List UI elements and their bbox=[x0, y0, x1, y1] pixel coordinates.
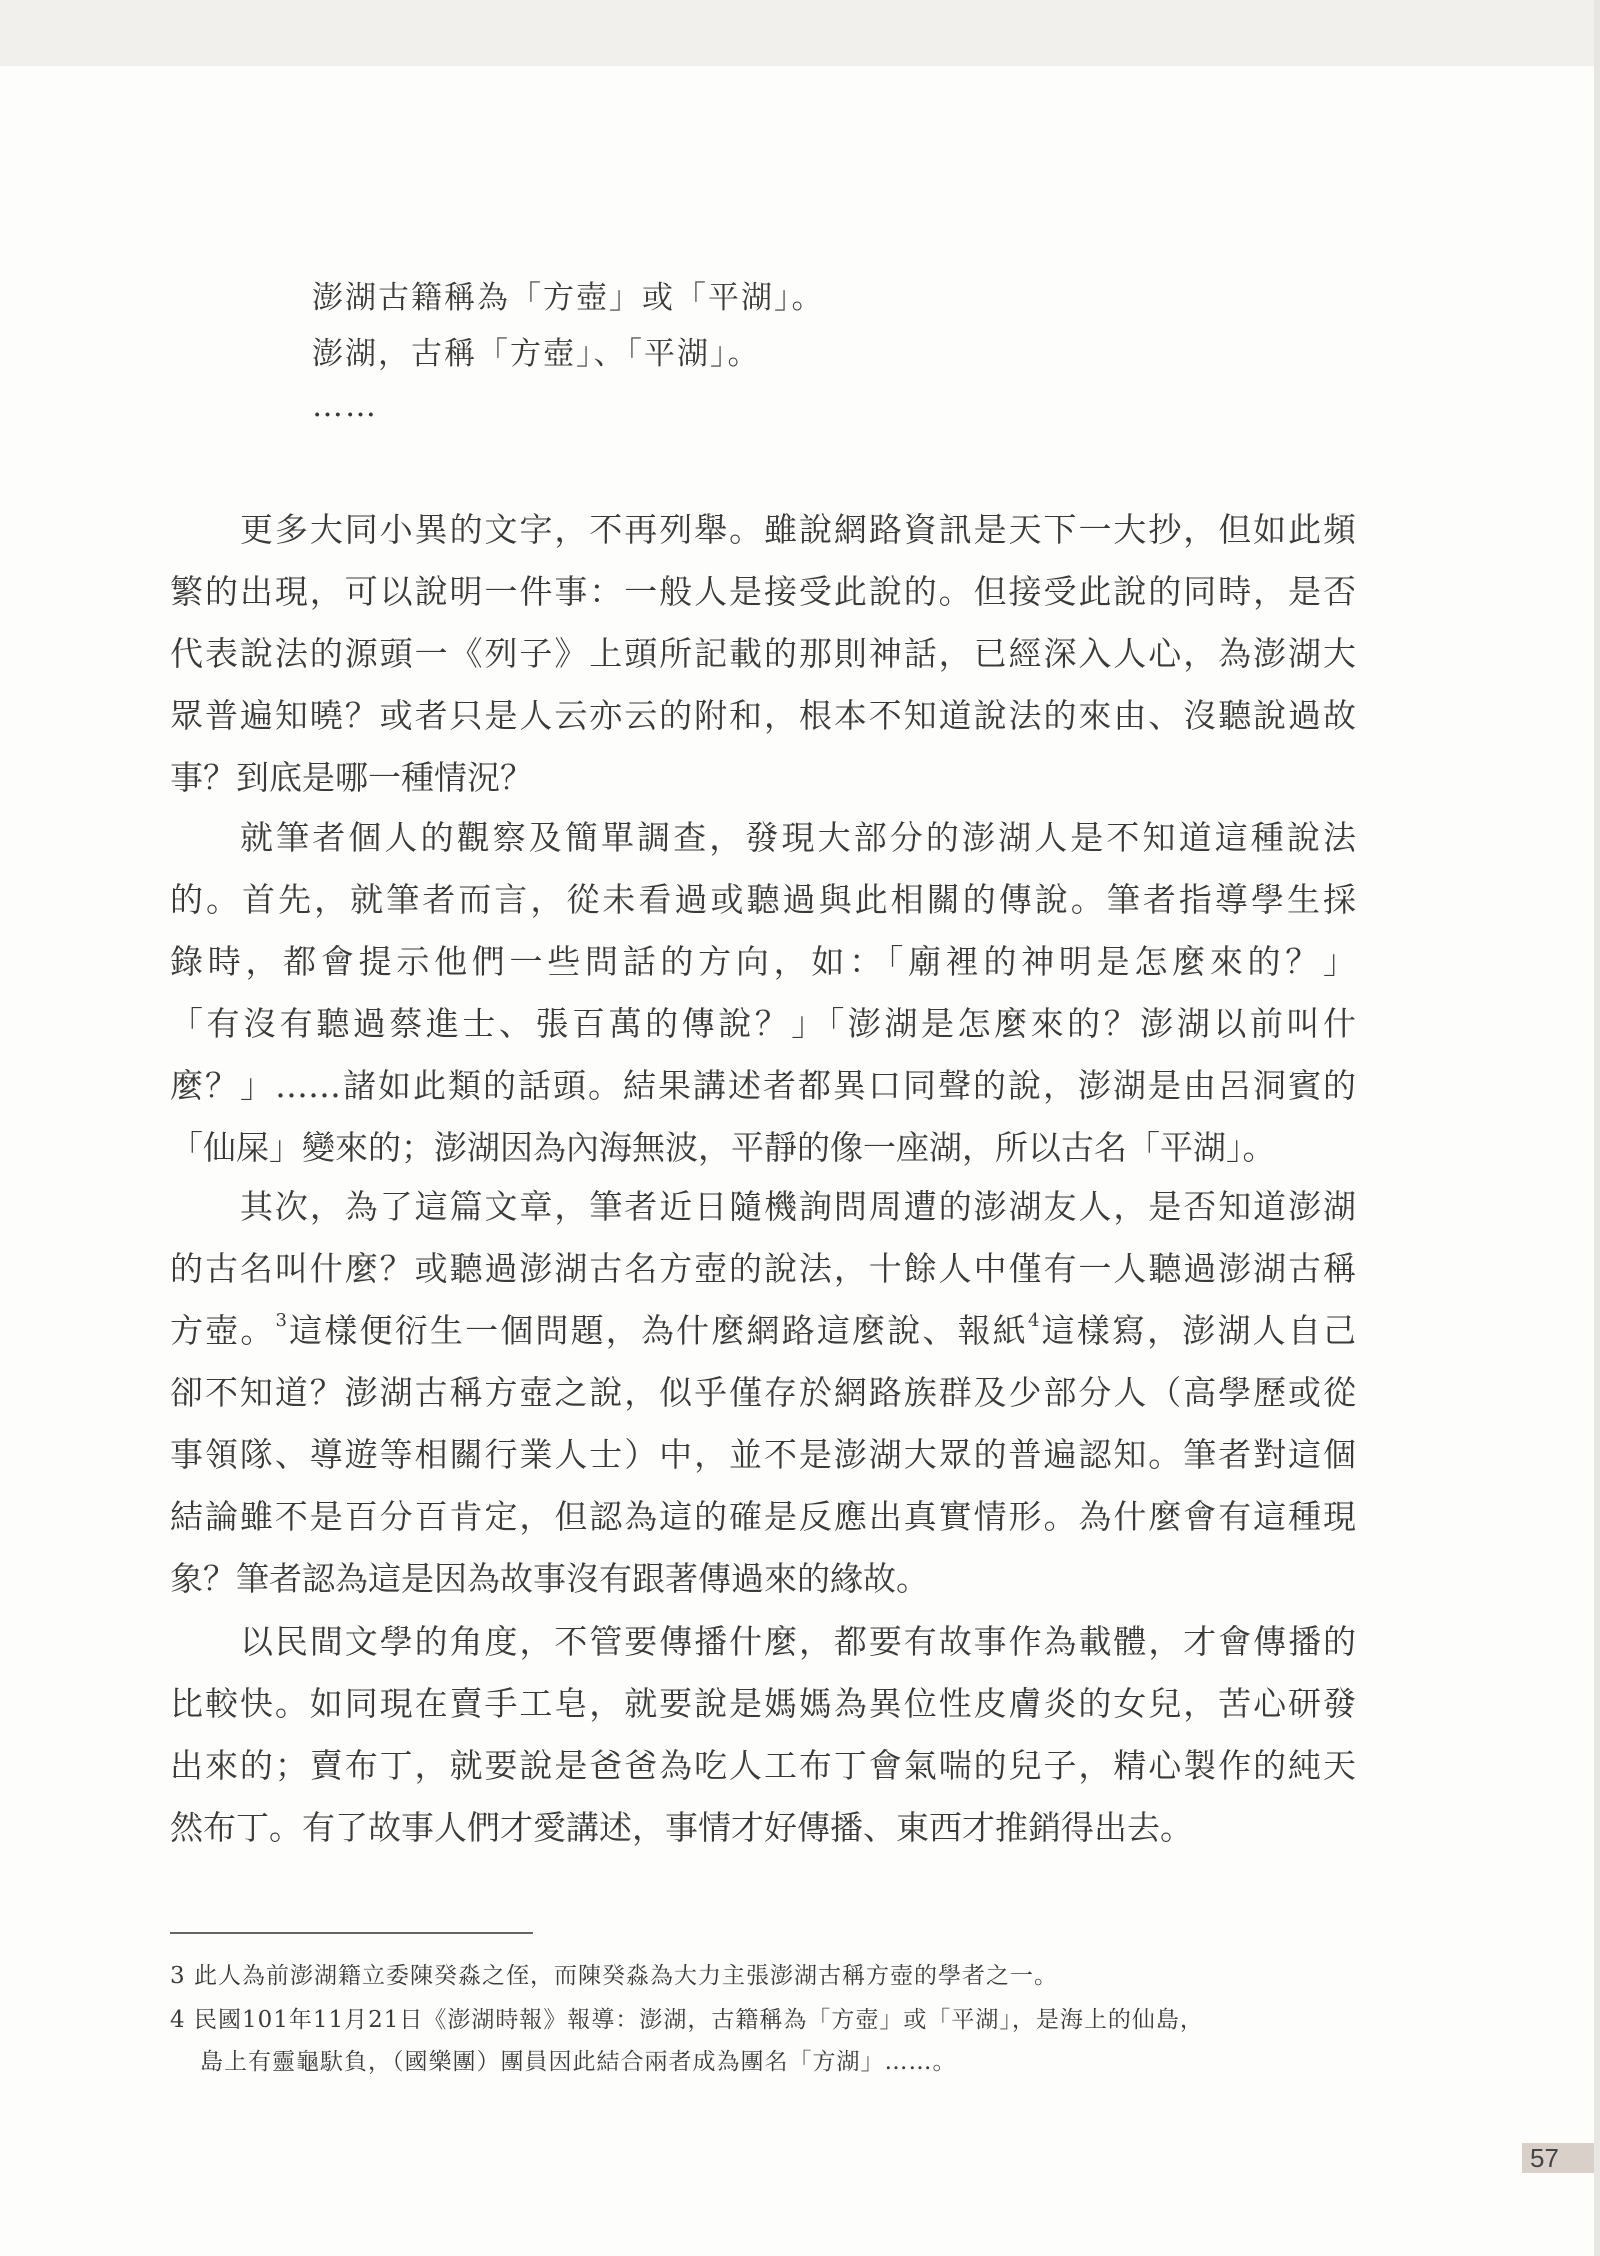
footnote-4-continued: 島上有靈龜馱負，（國樂團）團員因此結合兩者成為團名「方湖」……。 bbox=[200, 2049, 957, 2075]
text-segment: 其次，為了這篇文章，筆者近日隨機詢問周遭的澎湖友人，是否知道澎湖 bbox=[240, 1187, 1356, 1226]
paragraph-line bbox=[170, 1620, 1356, 1664]
text-segment: 出來的；賣布丁，就要說是爸爸為吃人工布丁會氣喘的兒子，精心製作的純天 bbox=[170, 1746, 1356, 1785]
text-segment: 麼？」……諸如此類的話頭。結果講述者都異口同聲的說，澎湖是由呂洞賓的 bbox=[170, 1066, 1356, 1105]
paragraph-line bbox=[170, 1433, 1356, 1477]
paragraph-line bbox=[170, 1557, 1356, 1601]
text-segment: 的古名叫什麼？或聽過澎湖古名方壺的說法，十餘人中僅有一人聽過澎湖古稱 bbox=[170, 1249, 1356, 1288]
text-segment: 卻不知道？澎湖古稱方壺之說，似乎僅存於網路族群及少部分人（高學歷或從 bbox=[170, 1373, 1356, 1412]
footnote-divider bbox=[170, 1932, 533, 1934]
footnote-4: 4 民國101年11月21日《澎湖時報》報導：澎湖，古籍稱為「方壺」或「平湖」，是海上的仙島， bbox=[170, 2007, 1204, 2033]
paragraph-line bbox=[170, 1247, 1356, 1291]
text-segment: 的。首先，就筆者而言，從未看過或聽過與此相關的傳說。筆者指導學生採 bbox=[170, 880, 1356, 919]
scan-right-edge bbox=[1594, 0, 1600, 2256]
text-segment: 比較快。如同現在賣手工皂，就要說是媽媽為異位性皮膚炎的女兒，苦心研發 bbox=[170, 1684, 1356, 1723]
text-segment: 事？到底是哪一種情況？ bbox=[170, 758, 533, 797]
paragraph-line bbox=[170, 1126, 1356, 1170]
text-segment: 象？筆者認為這是因為故事沒有跟著傳過來的緣故。 bbox=[170, 1559, 929, 1598]
paragraph-line bbox=[170, 632, 1356, 676]
text-segment: 繁的出現，可以說明一件事：一般人是接受此說的。但接受此說的同時，是否 bbox=[170, 572, 1356, 611]
text-segment: 錄時，都會提示他們一些問話的方向，如：「廟裡的神明是怎麼來的？」 bbox=[170, 942, 1356, 981]
text-segment: 代表說法的源頭一《列子》上頭所記載的那則神話，已經深入人心，為澎湖大 bbox=[170, 634, 1356, 673]
quote-line: 澎湖古籍稱為「方壺」或「平湖」。 bbox=[312, 280, 825, 316]
text-segment: 這樣便衍生一個問題，為什麼網路這麼說、報紙 bbox=[287, 1311, 1028, 1350]
footnote-ref: 3 bbox=[275, 1310, 287, 1331]
footnote-3: 3 此人為前澎湖籍立委陳癸淼之侄，而陳癸淼為大力主張澎湖古稱方壺的學者之一。 bbox=[170, 1963, 1058, 1989]
quote-line: 澎湖，古稱「方壺」、「平湖」。 bbox=[312, 336, 761, 372]
paragraph-line bbox=[170, 1185, 1356, 1229]
paragraph-line bbox=[170, 1806, 1356, 1850]
footnote-ref: 4 bbox=[1027, 1310, 1040, 1331]
text-segment: 眾普遍知曉？或者只是人云亦云的附和，根本不知道說法的來由、沒聽說過故 bbox=[170, 696, 1356, 735]
quote-ellipsis: …… bbox=[312, 388, 378, 424]
paragraph-line bbox=[170, 940, 1356, 984]
text-segment: 更多大同小異的文字，不再列舉。雖說網路資訊是天下一大抄，但如此頻 bbox=[240, 510, 1356, 549]
text-segment: 「仙屎」變來的；澎湖因為內海無波，平靜的像一座湖，所以古名「平湖」。 bbox=[170, 1128, 1276, 1167]
paragraph-line bbox=[170, 1744, 1356, 1788]
text-segment: 事領隊、導遊等相關行業人士）中，並不是澎湖大眾的普遍認知。筆者對這個 bbox=[170, 1435, 1356, 1474]
paragraph-line bbox=[170, 1682, 1356, 1726]
text-segment: 「有沒有聽過蔡進士、張百萬的傳說？」「澎湖是怎麼來的？澎湖以前叫什 bbox=[170, 1004, 1356, 1043]
text-segment: 這樣寫，澎湖人自己 bbox=[1039, 1311, 1357, 1350]
paragraph-line bbox=[170, 508, 1356, 552]
text-segment: 方壺。 bbox=[170, 1311, 276, 1350]
paragraph-line bbox=[170, 878, 1356, 922]
paragraph-line bbox=[170, 756, 1356, 800]
paragraph-line bbox=[170, 1309, 1356, 1353]
paragraph-line bbox=[170, 1064, 1356, 1108]
paragraph-line bbox=[170, 570, 1356, 614]
paragraph-line bbox=[170, 1371, 1356, 1415]
paragraph-line bbox=[170, 1495, 1356, 1539]
text-segment: 結論雖不是百分百肯定，但認為這的確是反應出真實情形。為什麼會有這種現 bbox=[170, 1497, 1356, 1536]
text-segment: 以民間文學的角度，不管要傳播什麼，都要有故事作為載體，才會傳播的 bbox=[240, 1622, 1356, 1661]
paragraph-line bbox=[170, 694, 1356, 738]
text-segment: 然布丁。有了故事人們才愛講述，事情才好傳播、東西才推銷得出去。 bbox=[170, 1808, 1193, 1847]
page-number: 57 bbox=[1522, 2143, 1594, 2173]
paragraph-line bbox=[170, 1002, 1356, 1046]
paragraph-line bbox=[170, 816, 1356, 860]
scan-top-band bbox=[0, 0, 1600, 66]
text-segment: 就筆者個人的觀察及簡單調查，發現大部分的澎湖人是不知道這種說法 bbox=[240, 818, 1356, 857]
